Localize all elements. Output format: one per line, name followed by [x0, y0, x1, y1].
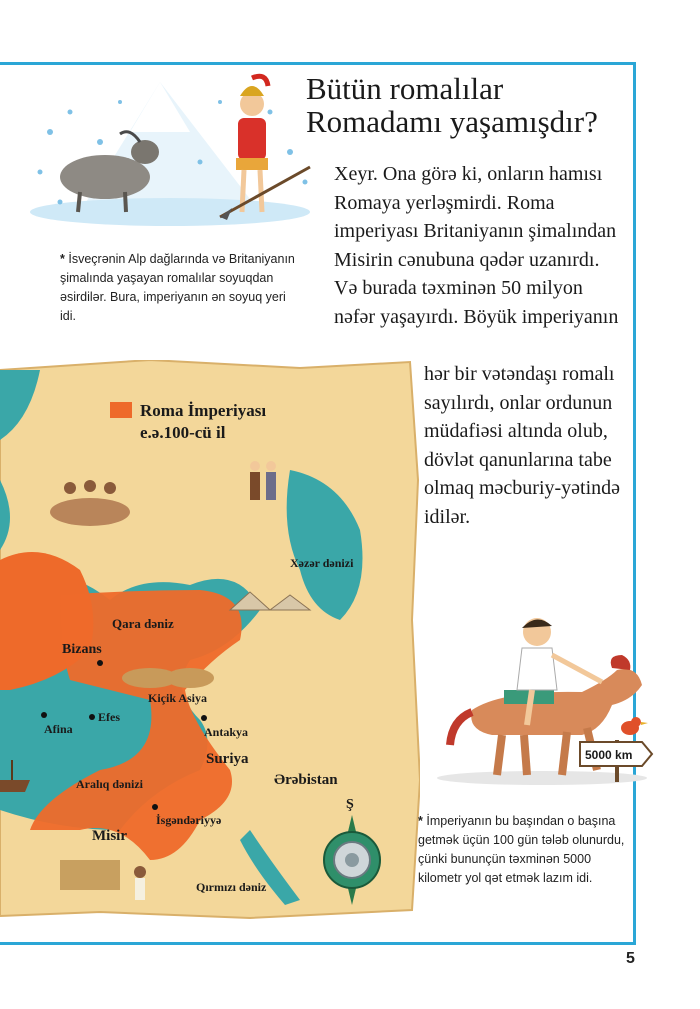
label-asia-minor: Kiçik Asiya	[148, 691, 208, 705]
compass-north-label: Ş	[346, 797, 354, 812]
body-text-part-2: hər bir vətəndaşı romalı sayılırdı, onlar ordunun müdafiəsi altında olub, dövlət qanunlarına tabe olmaq məcburiy-yətində idilər.	[424, 363, 621, 528]
label-black-sea: Qara dəniz	[112, 616, 174, 631]
label-antioch: Antakya	[204, 725, 249, 739]
roman-empire-map	[0, 360, 420, 920]
label-red-sea: Qırmızı dəniz	[196, 880, 267, 894]
boy-horse-illustration	[432, 610, 657, 790]
legend-title: Roma İmperiyası	[140, 401, 267, 420]
note-travel-text: İmperiyanın bu başından o başına getmək üçün 100 gün tələb olunurdu, çünki bununçün təxminən 5000 kilometr yol qət etmək lazım idi.	[418, 814, 625, 885]
camel-figures	[122, 668, 214, 688]
label-byzantium: Bizans	[62, 642, 102, 657]
note-alps-text: İsveçrənin Alp dağlarında və Britaniyanın şimalında yaşayan romalılar soyuqdan əsirdilər. Bura, imperiyanın ən soyuq yeri idi.	[60, 252, 295, 323]
note-travel	[418, 812, 628, 888]
label-egypt: Misir	[92, 828, 127, 844]
snow-soldier-illustration	[20, 72, 320, 232]
legend-subtitle: e.ə.100-cü il	[140, 423, 226, 442]
signpost-text: 5000 km	[585, 748, 633, 762]
label-caspian: Xəzər dənizi	[290, 556, 354, 570]
body-text-part-1: Xeyr. Ona görə ki, onların hamısı Romaya yerləşmirdi. Roma imperiyası Britaniyanın şimalından Misirin cənubuna qədər uzanırdı. Və burada təxminən 50 milyon nəfər yaşayırdı. Böyük imperiyanın	[334, 163, 619, 328]
label-athens: Afina	[44, 722, 73, 736]
label-arabia: Ərəbistan	[274, 772, 338, 788]
page-title	[306, 72, 646, 138]
title-line-1: Bütün romalılar	[306, 71, 504, 106]
note-travel-star: *	[418, 814, 423, 828]
label-syria: Suriya	[206, 751, 249, 767]
note-alps	[60, 250, 300, 326]
note-alps-star: *	[60, 252, 65, 266]
page-number: 5	[626, 950, 635, 967]
legend-swatch	[110, 402, 132, 418]
label-alexandria: İsgəndəriyyə	[156, 813, 222, 827]
title-line-2: Romadamı yaşamışdır?	[306, 104, 598, 139]
label-ephesus: Efes	[98, 710, 120, 724]
label-mediterranean: Aralıq dənizi	[76, 777, 144, 791]
